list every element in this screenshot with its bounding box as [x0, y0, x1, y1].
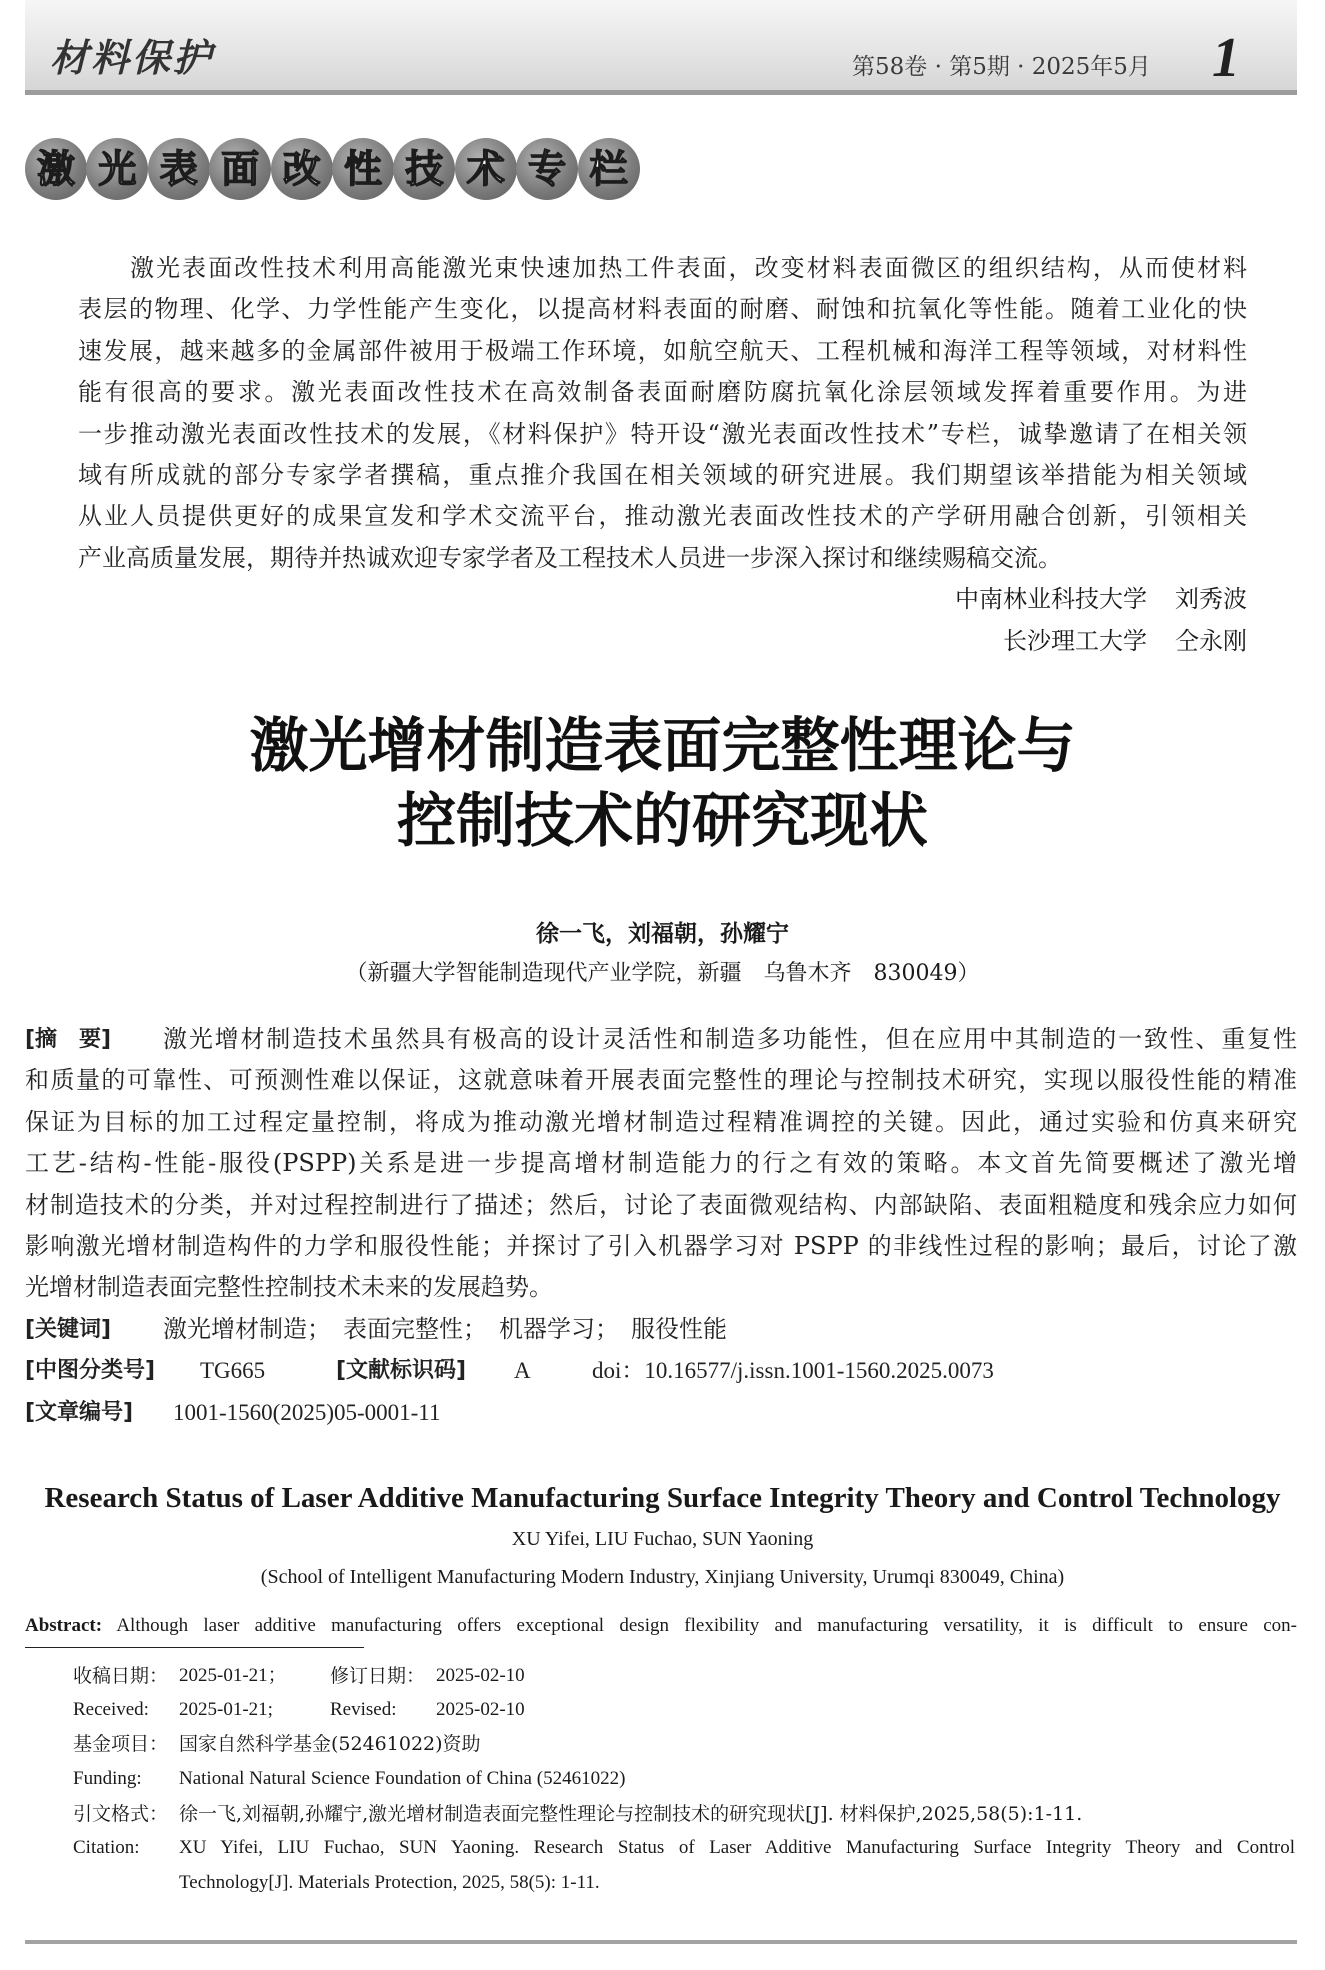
- footnote-label: Received:: [73, 1699, 149, 1720]
- issue-info: 第58卷 · 第5期 · 2025年5月: [852, 54, 1151, 80]
- banner-char: 激: [25, 138, 87, 200]
- banner-char: 光: [86, 138, 148, 200]
- footnote-received-en: [0, 1695, 1325, 1725]
- bottom-rule: [25, 1940, 1297, 1944]
- footnote-label: Funding:: [73, 1768, 142, 1789]
- title-line: 控制技术的研究现状: [396, 786, 928, 855]
- editor-signature: [955, 578, 1247, 620]
- english-abstract-text: Although laser additive manufacturing offers exceptional design flexibility and manufacturing versatility, it is difficult to ensure con-: [116, 1615, 1297, 1636]
- column-introduction: [78, 248, 1247, 579]
- document-code-value: A: [514, 1358, 531, 1384]
- document-code-label: [文献标识码]: [336, 1358, 467, 1384]
- english-author-list: XU Yifei, LIU Fuchao, SUN Yaoning: [511, 1528, 814, 1550]
- keywords-row: [25, 1309, 1297, 1350]
- keywords-label: [关键词]: [25, 1316, 112, 1342]
- banner-char: 栏: [578, 138, 640, 200]
- abstract-line: 和质量的可靠性、可预测性难以保证，这就意味着开展表面完整性的理论与控制技术研究，实现以服役性能的精准: [25, 1066, 1297, 1095]
- banner-char: 改: [271, 138, 333, 200]
- classification-row: [25, 1350, 1297, 1391]
- banner-char: 术: [455, 138, 517, 200]
- title-line: 激光增材制造表面完整性理论与: [249, 711, 1076, 780]
- editor-name: 刘秀波: [1175, 585, 1247, 613]
- editor-affiliation: 长沙理工大学: [1003, 627, 1147, 655]
- column-banner: [25, 138, 645, 202]
- footnote-funding-en: [0, 1764, 1325, 1794]
- footnote-divider: [25, 1647, 364, 1648]
- abstract-line: [25, 1019, 1297, 1060]
- abstract-line: 工艺-结构-性能-服役(PSPP)关系是进一步提高增材制造能力的行之有效的策略。本文首先简要概述了激光增: [25, 1149, 1297, 1178]
- doi: doi：10.16577/j.issn.1001-1560.2025.0073: [592, 1358, 994, 1384]
- column-editors: [955, 578, 1247, 662]
- footnote-label: Citation:: [73, 1837, 140, 1858]
- abstract-line: 光增材制造表面完整性控制技术未来的发展趋势。: [25, 1273, 553, 1302]
- page-number: 1: [1212, 27, 1240, 89]
- editor-name: 仝永刚: [1175, 627, 1247, 655]
- abstract-line: 保证为目标的加工过程定量控制，将成为推动激光增材制造过程精准调控的关键。因此，通过实验和仿真来研究: [25, 1107, 1297, 1136]
- received-date: 2025-01-21；: [179, 1665, 287, 1686]
- citation-value: 徐一飞,刘福朝,孙耀宁,激光增材制造表面完整性理论与控制技术的研究现状[J]. 材料保护,2025,58(5):1-11.: [179, 1803, 1083, 1825]
- english-affiliation: (School of Intelligent Manufacturing Modern Industry, Xinjiang University, Urumqi 830049, China): [260, 1566, 1065, 1588]
- chinese-abstract: [25, 1019, 1297, 1433]
- editor-signature: [955, 620, 1247, 662]
- intro-line: 速发展，越来越多的金属部件被用于极端工作环境，如航空航天、工程机械和海洋工程等领域，对材料性: [78, 336, 1247, 365]
- editor-affiliation: 中南林业科技大学: [955, 585, 1147, 613]
- journal-logo: 材料保护: [50, 35, 215, 80]
- footnote-received-cn: [0, 1661, 1325, 1691]
- banner-char: 面: [209, 138, 271, 200]
- clc-value: TG665: [200, 1358, 266, 1384]
- abstract-line: 影响激光增材制造构件的力学和服役性能；并探讨了引入机器学习对 PSPP 的非线性过程的影响；最后，讨论了激: [25, 1231, 1297, 1260]
- abstract-label: [摘 要]: [25, 1027, 112, 1052]
- footnote-citation-cn: [0, 1799, 1325, 1829]
- clc-label: [中图分类号]: [25, 1358, 156, 1384]
- english-abstract-label: Abstract:: [25, 1615, 103, 1636]
- author-affiliation: （新疆大学智能制造现代产业学院，新疆 乌鲁木齐 830049）: [345, 961, 980, 986]
- banner-char: 技: [393, 138, 455, 200]
- footnote-label: 修订日期：: [330, 1665, 426, 1687]
- citation-line: XU Yifei, LIU Fuchao, SUN Yaoning. Research Status of Laser Additive Manufacturing Surface Integrity Theory and Control: [179, 1837, 1295, 1858]
- article-number-row: [25, 1392, 1297, 1433]
- abstract-line: 材制造技术的分类，并对过程控制进行了描述；然后，讨论了表面微观结构、内部缺陷、表面粗糙度和残余应力如何: [25, 1190, 1297, 1219]
- footnote-label: Revised:: [330, 1699, 397, 1720]
- funding-value: National Natural Science Foundation of China (52461022): [179, 1768, 626, 1789]
- intro-line: 能有很高的要求。激光表面改性技术在高效制备表面耐磨防腐抗氧化涂层领域发挥着重要作用。为进: [78, 378, 1247, 407]
- citation-line: Technology[J]. Materials Protection, 2025, 58(5): 1-11.: [179, 1872, 600, 1893]
- revised-date: 2025-02-10: [436, 1699, 525, 1720]
- intro-line: 激光表面改性技术利用高能激光束快速加热工件表面，改变材料表面微区的组织结构，从而使材料: [130, 254, 1247, 282]
- author-list: 徐一飞，刘福朝，孙耀宁: [536, 921, 789, 947]
- intro-line: 表层的物理、化学、力学性能产生变化，以提高材料表面的耐磨、耐蚀和抗氧化等性能。随着工业化的快: [78, 295, 1247, 324]
- footnote-label: 收稿日期：: [73, 1665, 169, 1687]
- footnote-funding-cn: [0, 1729, 1325, 1759]
- intro-line: 产业高质量发展，期待并热诚欢迎专家学者及工程技术人员进一步深入探讨和继续赐稿交流。: [78, 543, 1062, 572]
- banner-char: 性: [332, 138, 394, 200]
- received-date: 2025-01-21;: [179, 1699, 273, 1720]
- english-title: Research Status of Laser Additive Manufacturing Surface Integrity Theory and Control Technology: [44, 1482, 1281, 1514]
- footnote-citation-en: [0, 1833, 1325, 1863]
- keywords-value: 激光增材制造； 表面完整性； 机器学习； 服役性能: [163, 1314, 727, 1343]
- abstract-text: 激光增材制造技术虽然具有极高的设计灵活性和制造多功能性，但在应用中其制造的一致性、重复性: [163, 1025, 1297, 1053]
- banner-char: 专: [516, 138, 578, 200]
- intro-line: 从业人员提供更好的成果宣发和学术交流平台，推动激光表面改性技术的产学研用融合创新，引领相关: [78, 502, 1247, 531]
- article-number-value: 1001-1560(2025)05-0001-11: [173, 1399, 441, 1425]
- english-abstract: [25, 1611, 1297, 1641]
- article-title: [0, 708, 1325, 858]
- footnote-label: 基金项目：: [73, 1733, 169, 1755]
- article-number-label: [文章编号]: [25, 1399, 134, 1425]
- intro-line: 域有所成就的部分专家学者撰稿，重点推介我国在相关领域的研究进展。我们期望该举措能为相关领域: [78, 460, 1247, 489]
- intro-line: 一步推动激光表面改性技术的发展，《材料保护》特开设“激光表面改性技术”专栏，诚挚邀请了在相关领: [78, 419, 1247, 448]
- footnote-label: 引文格式：: [73, 1803, 169, 1825]
- revised-date: 2025-02-10: [436, 1665, 525, 1686]
- funding-value: 国家自然科学基金(52461022)资助: [179, 1733, 481, 1755]
- footnote-citation-en-continued: [0, 1868, 1325, 1898]
- banner-char: 表: [148, 138, 210, 200]
